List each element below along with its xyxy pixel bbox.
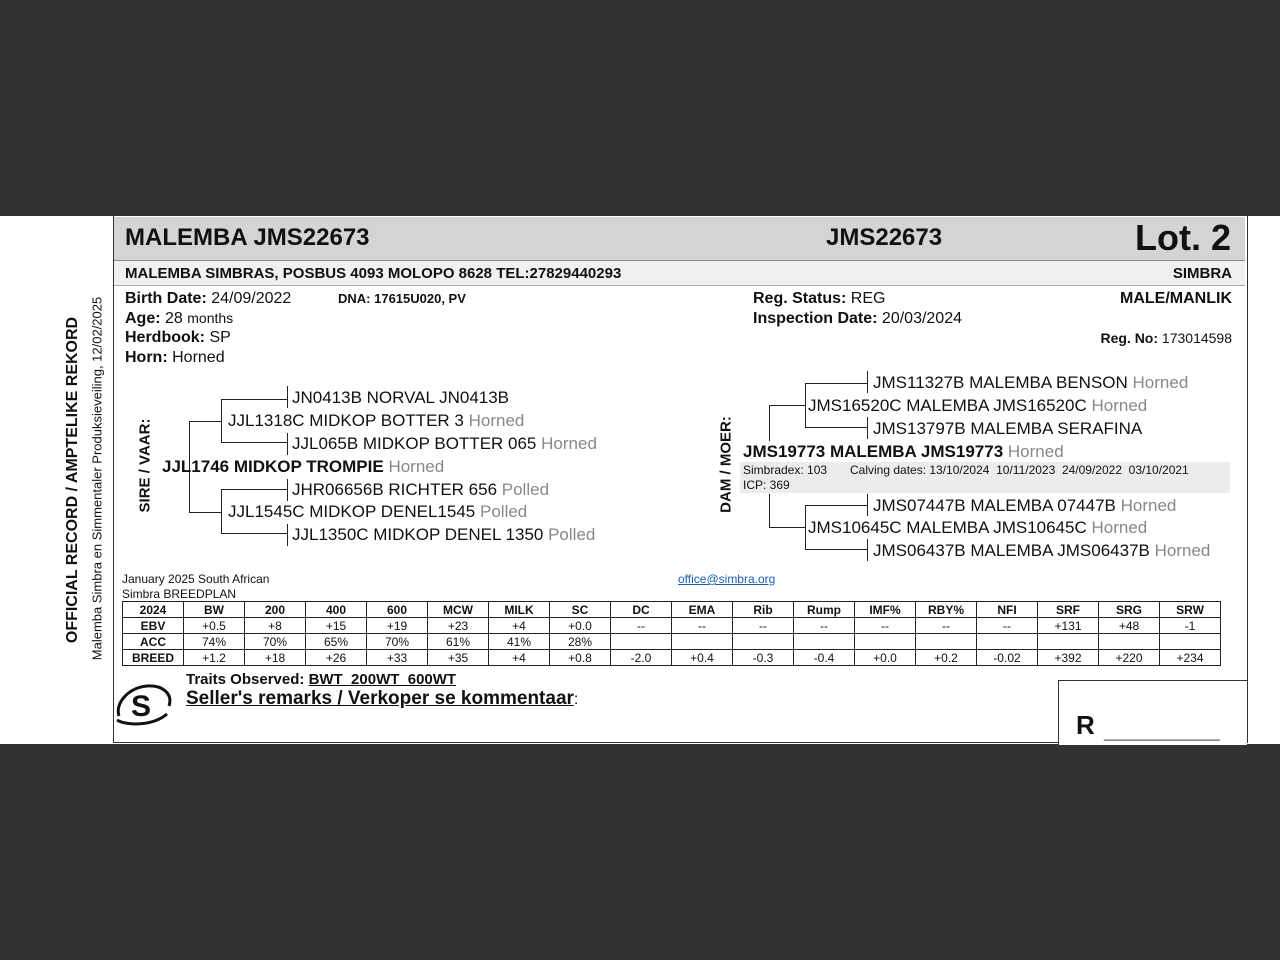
trait-cell: Rump [794,602,855,618]
trait-cell [672,634,733,650]
pedigree-name: JMS10645C MALEMBA JMS10645C [808,518,1087,537]
dam-dam [808,518,1147,538]
birth-date [125,290,291,308]
pedigree-horn: Horned [1007,442,1064,461]
inspection-label: Inspection Date: [753,310,878,327]
pedigree-horn: Polled [548,525,596,544]
breeder-address: MALEMBA SIMBRAS, POSBUS 4093 MOLOPO 8628 TEL:27829440293 [125,265,622,282]
trait-cell: +4 [489,618,550,634]
traits-table [122,601,1221,666]
trait-cell: 70% [245,634,306,650]
sellers-remarks [186,688,578,710]
dam-line [769,405,770,441]
row-header: 2024 [123,602,184,618]
pedigree-name: JMS19773 MALEMBA JMS19773 [743,442,1004,461]
trait-cell [1160,634,1221,650]
pedigree-horn: Horned [388,457,445,476]
traits-header-row [123,602,1221,618]
reg-no-label: Reg. No: [1100,330,1159,346]
trait-cell: +19 [367,618,428,634]
dam-calving-dates: Calving dates: 13/10/2024 10/11/2023 24/09/2022 03/10/2021 [850,463,1189,477]
trait-cell: MILK [489,602,550,618]
pedigree-name: JJL1746 MIDKOP TROMPIE [162,457,384,476]
age [125,310,233,328]
lot-number: Lot. 2 [1135,217,1231,258]
trait-cell: +220 [1099,650,1160,666]
dam-dam-sire [873,496,1176,516]
trait-cell [611,634,672,650]
trait-cell [1099,634,1160,650]
pedigree-horn: Polled [501,480,550,499]
pedigree-name: JJL1318C MIDKOP BOTTER 3 [228,411,464,430]
trait-cell: +131 [1038,618,1099,634]
trait-cell: +1.2 [184,650,245,666]
pedigree-horn: Horned [1091,396,1148,415]
trait-cell [855,634,916,650]
record-sheet [0,216,1280,744]
trait-cell [916,634,977,650]
remarks-colon: : [573,691,579,708]
trait-cell: +15 [306,618,367,634]
traits-row [123,650,1221,666]
traits-row [123,618,1221,634]
pedigree-name: JMS16520C MALEMBA JMS16520C [808,396,1087,415]
herdbook-label: Herdbook: [125,329,205,346]
herdbook [125,329,231,347]
sire-label: SIRE / VAAR: [136,418,154,513]
trait-cell: +35 [428,650,489,666]
horn-value: Horned [172,349,225,366]
inspection-date [753,310,962,328]
herdbook-value: SP [209,329,231,346]
trait-cell: +48 [1099,618,1160,634]
reg-status [753,290,885,308]
trait-cell: -- [855,618,916,634]
traits-observed [186,671,456,688]
dam-sire-dam [873,419,1142,439]
trait-cell: +0.5 [184,618,245,634]
traits-row [123,634,1221,650]
dam-main [743,442,1064,462]
pedigree-name: JJL1350C MIDKOP DENEL 1350 [292,525,544,544]
inspection-value: 20/03/2024 [881,310,962,327]
trait-cell: RBY% [916,602,977,618]
trait-cell [733,634,794,650]
trait-cell [977,634,1038,650]
pedigree-name: JJL065B MIDKOP BOTTER 065 [292,434,537,453]
dam-icp: ICP: 369 [743,478,790,492]
trait-cell: 65% [306,634,367,650]
trait-cell: +8 [245,618,306,634]
trait-cell: +4 [489,650,550,666]
traits-observed-value: BWT 200WT 600WT [308,671,457,688]
horn-label: Horn: [125,349,168,366]
pedigree-name: JMS06437B MALEMBA JMS06437B [873,541,1150,560]
animal-id: JMS22673 [826,224,943,251]
reg-status-label: Reg. Status: [753,290,847,307]
trait-cell: +0.2 [916,650,977,666]
birth-date-value: 24/09/2022 [211,290,292,307]
age-unit: months [187,310,234,326]
pedigree-horn: Horned [1120,496,1177,515]
trait-cell: BW [184,602,245,618]
reg-no [1100,330,1232,346]
trait-cell: -1 [1160,618,1221,634]
trait-cell: -- [794,618,855,634]
trait-cell: 28% [550,634,611,650]
side-title: OFFICIAL RECORD / AMPTELIKE REKORD [64,316,81,644]
dam-sire-sire [873,373,1188,393]
trait-cell: SRG [1099,602,1160,618]
trait-cell: 200 [245,602,306,618]
trait-cell: SRF [1038,602,1099,618]
trait-cell: +18 [245,650,306,666]
trait-cell: -- [733,618,794,634]
trait-cell: DC [611,602,672,618]
email-link[interactable]: office@simbra.org [678,572,776,586]
horn [125,349,225,367]
breedplan-line2: Simbra BREEDPLAN [122,587,237,601]
trait-cell: NFI [977,602,1038,618]
trait-cell: +234 [1160,650,1221,666]
pedigree-name: JJL1545C MIDKOP DENEL1545 [228,502,476,521]
logo-letter: S [131,690,152,723]
sire-dam-sire [292,480,549,500]
trait-cell: +33 [367,650,428,666]
breedplan-line1: January 2025 South African [122,572,270,586]
trait-cell: SRW [1160,602,1221,618]
birth-date-label: Birth Date: [125,290,207,307]
trait-cell: 61% [428,634,489,650]
sire-dam [228,502,527,522]
sire-dam-dam [292,525,595,545]
trait-cell: 600 [367,602,428,618]
trait-cell: +23 [428,618,489,634]
reg-no-value: 173014598 [1161,330,1232,346]
traits-observed-label: Traits Observed: [186,671,305,688]
reg-status-value: REG [850,290,886,307]
trait-cell: +26 [306,650,367,666]
trait-cell: -- [611,618,672,634]
dam-sire [808,396,1147,416]
trait-cell: -0.02 [977,650,1038,666]
r-signature-line[interactable]: ________________ [1104,726,1220,741]
dam-label: DAM / MOER: [717,416,735,513]
trait-cell: 70% [367,634,428,650]
row-header: BREED [123,650,184,666]
trait-cell: MCW [428,602,489,618]
trait-cell: 400 [306,602,367,618]
trait-cell [1038,634,1099,650]
sellers-remarks-label: Seller's remarks / Verkoper se kommentaar [186,688,574,709]
pedigree-name: JMS13797B MALEMBA SERAFINA [873,419,1143,438]
pedigree-horn: Horned [541,434,597,453]
pedigree-horn: Horned [1154,541,1211,560]
simbra-logo-icon [113,678,177,730]
trait-cell: Rib [733,602,794,618]
trait-cell: -2.0 [611,650,672,666]
trait-cell: -- [977,618,1038,634]
trait-cell: +0.0 [855,650,916,666]
trait-cell: -0.3 [733,650,794,666]
sire-sire-sire [292,388,509,408]
pedigree-horn: Polled [480,502,528,521]
pedigree-horn: Horned [1132,373,1189,392]
row-header: EBV [123,618,184,634]
trait-cell: -- [916,618,977,634]
trait-cell: -0.4 [794,650,855,666]
trait-cell: 74% [184,634,245,650]
breed-name: SIMBRA [1172,265,1232,282]
dam-simbradex: Simbradex: 103 [743,463,828,477]
pedigree-horn: Horned [468,411,525,430]
trait-cell: +0.8 [550,650,611,666]
trait-cell: SC [550,602,611,618]
trait-cell: EMA [672,602,733,618]
pedigree-name: JHR06656B RICHTER 656 [292,480,498,499]
sire-main [162,457,444,477]
trait-cell: 41% [489,634,550,650]
trait-cell [794,634,855,650]
row-header: ACC [123,634,184,650]
dna-info: DNA: 17615U020, PV [338,291,466,306]
pedigree-name: JMS11327B MALEMBA BENSON [873,373,1128,392]
sire-sire [228,411,524,431]
age-label: Age: [125,310,161,327]
animal-name: MALEMBA JMS22673 [125,224,370,251]
sire-sire-dam [292,434,597,454]
age-value: 28 [165,310,183,327]
pedigree-name: JMS07447B MALEMBA 07447B [873,496,1116,515]
side-subtitle: Malemba Simbra en Simmentaler Produksieveiling, 12/02/2025 [89,296,105,661]
trait-cell: +392 [1038,650,1099,666]
trait-cell: +0.0 [550,618,611,634]
trait-cell: +0.4 [672,650,733,666]
trait-cell: IMF% [855,602,916,618]
trait-cell: -- [672,618,733,634]
sex: MALE/MANLIK [1120,290,1232,307]
pedigree-name: JN0413B NORVAL JN0413B [292,388,510,407]
r-label: R [1076,710,1095,740]
dam-dam-dam [873,541,1210,561]
pedigree-horn: Horned [1091,518,1148,537]
